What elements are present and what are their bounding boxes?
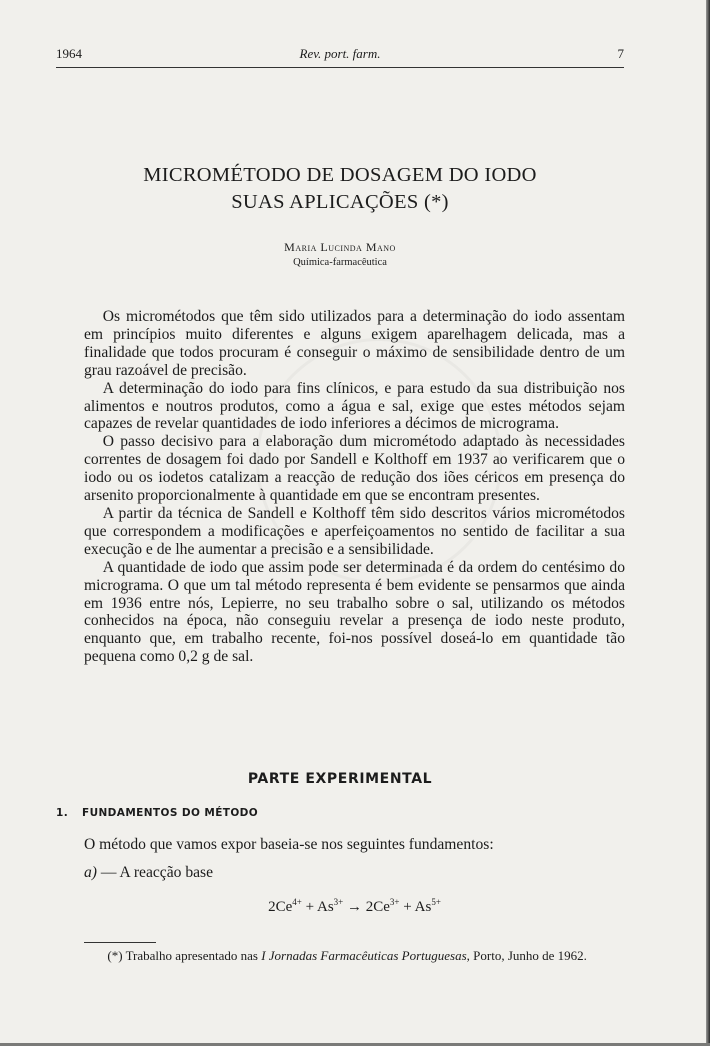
eq-charge: 4+ — [292, 897, 302, 907]
eq-term: As — [317, 899, 334, 915]
running-header — [56, 46, 624, 64]
footnote-italic: I Jornadas Farmacêuticas Portuguesas — [261, 948, 467, 963]
eq-arrow: → — [343, 899, 366, 915]
item-text: — A reacção base — [97, 864, 214, 881]
item-marker: a) — [84, 864, 97, 881]
eq-term: As — [414, 899, 432, 915]
title-line-2: SUAS APLICAÇÕES (*) — [231, 191, 449, 213]
article-title — [56, 162, 624, 216]
eq-charge: 3+ — [389, 897, 400, 907]
header-page-number: 7 — [617, 46, 624, 61]
footnote — [84, 947, 625, 964]
paragraph: A partir da técnica de Sandell e Kolthoff têm sido descritos vários micrométodos que correspondem a modificações e aperfeiçoamentos no sentido de facilitar a sua execução e de lhe aumentar a precisão e a sensibilidade. — [84, 504, 625, 558]
eq-charge: 5+ — [431, 897, 441, 907]
footnote-rule — [84, 942, 156, 943]
subsection-title: FUNDAMENTOS DO MÉTODO — [82, 807, 259, 819]
eq-term: 2Ce — [268, 899, 293, 915]
header-journal: Rev. port. farm. — [299, 46, 381, 61]
item-a — [84, 864, 213, 882]
page-edge — [706, 0, 710, 1046]
subsection-heading — [56, 807, 258, 819]
author-name: Maria Lucinda Mano — [284, 240, 396, 254]
fundamentos-intro: O método que vamos expor baseia-se nos seguintes fundamentos: — [84, 836, 494, 853]
footnote-text-end: , Porto, Junho de 1962. — [466, 948, 587, 963]
article-body — [84, 308, 625, 666]
paragraph: O passo decisivo para a elaboração dum micrométodo adaptado às necessidades correntes de dosagem foi dado por Sandell e Kolthoff em 1937 ao verificarem que o iodo ou os iodetos catalizam a reacção de redução dos iões céricos em presença do arsenito proporcionalmente à quantidade em que se encontram presentes. — [84, 433, 625, 505]
eq-term: 2Ce — [365, 899, 390, 915]
section-heading: PARTE EXPERIMENTAL — [247, 771, 433, 787]
header-year: 1964 — [56, 46, 82, 61]
eq-plus: + — [399, 899, 415, 915]
title-line-1: MICROMÉTODO DE DOSAGEM DO IODO — [143, 164, 537, 186]
paragraph: A determinação do iodo para fins clínicos, e para estudo da sua distribuição nos alimentos e noutros produtos, como a água e sal, exige que estes métodos sejam capazes de revelar quantidades de iodo inferiores a décimos de micrograma. — [84, 379, 625, 433]
paragraph: A quantidade de iodo que assim pode ser determinada é da ordem do centésimo do micrograma. O que um tal método representa é bem evidente se pensarmos que ainda em 1936 entre nós, Lepierre, no seu trabalho sobre o sal, utilizando os métodos conhecidos na época, não conseguiu revelar a presença de iodo neste produto, enquanto que, em trabalho recente, foi-nos possível doseá-lo em quantidade tão pequena como 0,2 g de sal. — [84, 558, 625, 666]
paragraph: Os micrométodos que têm sido utilizados para a determinação do iodo assentam em princípios muito diferentes e alguns exigem aparelhagem delicada, mas a finalidade que todos procuram é conseguir o máximo de sensibilidade dentro de um grau razoável de precisão. — [84, 308, 625, 379]
footnote-marker: (*) — [107, 948, 123, 963]
reaction-equation — [84, 897, 625, 916]
author-affiliation: Química-farmacêutica — [293, 257, 387, 268]
footnote-text: Trabalho apresentado nas — [122, 948, 262, 963]
header-rule — [56, 67, 624, 68]
subsection-number: 1. — [56, 807, 69, 819]
eq-plus: + — [301, 899, 317, 915]
eq-charge: 3+ — [333, 897, 344, 907]
